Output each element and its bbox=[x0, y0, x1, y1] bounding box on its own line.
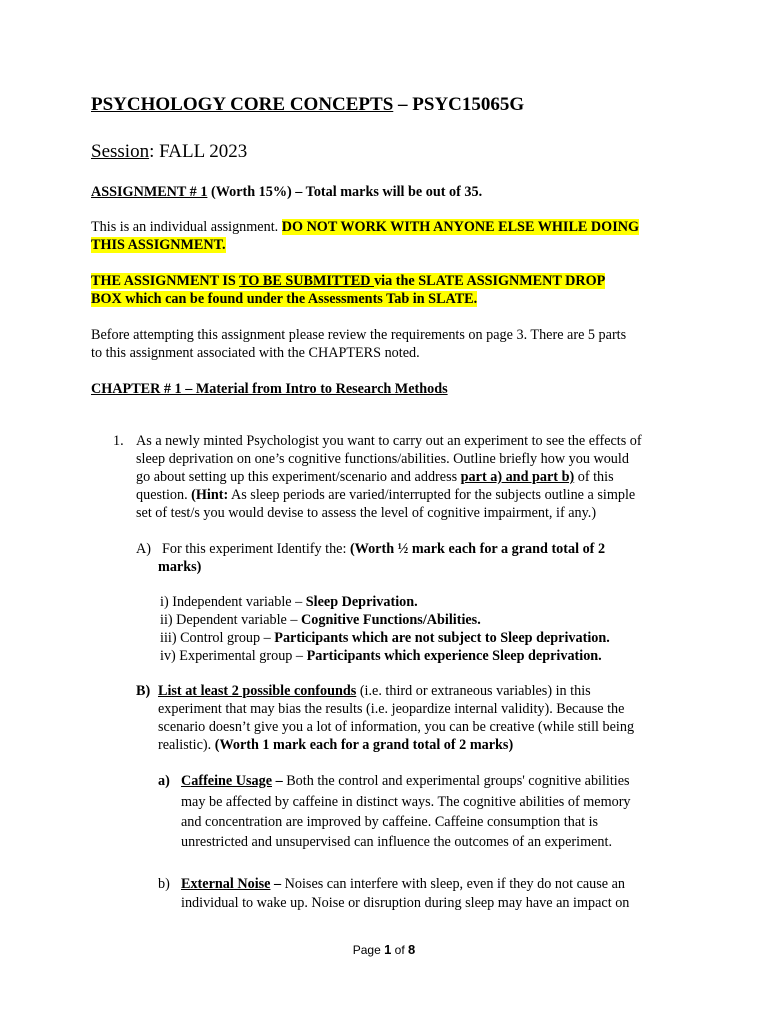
part-a-text: For this experiment Identify the: bbox=[162, 541, 350, 557]
variable-item-1-label: i) Independent variable – bbox=[160, 594, 306, 610]
variable-item-4 bbox=[160, 647, 602, 665]
confound-a-line-1 bbox=[181, 772, 630, 790]
question-line-3a: go about setting up this experiment/scenario and address bbox=[136, 469, 461, 485]
confound-a-line-3: and concentration are improved by caffeine. Caffeine consumption that is bbox=[181, 814, 599, 830]
variable-item-2-label: ii) Dependent variable – bbox=[160, 612, 302, 628]
part-b-label: B) bbox=[136, 683, 151, 699]
confound-a-line-4: unrestricted and unsupervised can influence the outcomes of an experiment. bbox=[181, 834, 612, 850]
question-parts-emphasis: part a) and part b) bbox=[460, 469, 575, 485]
question-number: 1. bbox=[113, 433, 124, 449]
warning-highlight-cont: THIS ASSIGNMENT. bbox=[91, 237, 226, 253]
part-b-line-1 bbox=[158, 682, 591, 700]
course-code: – PSYC15065G bbox=[393, 94, 525, 115]
confound-b-line-1-rest: Noises can interfere with sleep, even if they do not cause an bbox=[281, 876, 626, 892]
individual-notice-cont bbox=[91, 236, 226, 254]
variable-item-4-label: iv) Experimental group – bbox=[160, 648, 307, 664]
submission-part2: TO BE SUBMITTED bbox=[239, 273, 375, 289]
part-b-line-2: experiment that may bias the results (i.e. jeopardize internal validity). Because the bbox=[158, 701, 625, 717]
footer-page-word: Page bbox=[352, 943, 385, 957]
confound-a-line-2: may be affected by caffeine in distinct ways. The cognitive abilities of memory bbox=[181, 794, 631, 810]
variable-item-2-answer: Cognitive Functions/Abilities. bbox=[301, 612, 481, 628]
session-label: Session bbox=[91, 141, 150, 162]
part-b-line-4 bbox=[158, 736, 513, 754]
confound-b-line-2: individual to wake up. Noise or disruption during sleep may have an impact on bbox=[181, 895, 630, 911]
confound-b-dash: – bbox=[270, 876, 282, 892]
part-a-line-1 bbox=[162, 540, 605, 558]
question-line-3 bbox=[136, 468, 614, 486]
assignment-heading bbox=[91, 183, 482, 201]
question-line-2: sleep deprivation on one’s cognitive functions/abilities. Outline briefly how you would bbox=[136, 451, 629, 467]
page-title bbox=[91, 96, 524, 114]
confound-a-heading: Caffeine Usage bbox=[181, 773, 273, 789]
confound-a-line-1-rest: Both the control and experimental groups' cognitive abilities bbox=[282, 773, 630, 789]
question-line-5: set of test/s you would devise to assess the level of cognitive impairment, if any.) bbox=[136, 505, 597, 521]
confound-a-dash: – bbox=[272, 773, 283, 789]
part-a-line-2: marks) bbox=[158, 559, 202, 575]
variable-item-2 bbox=[160, 611, 481, 629]
question-line-4 bbox=[136, 486, 635, 504]
variable-item-3 bbox=[160, 629, 610, 647]
assignment-label: ASSIGNMENT # 1 bbox=[91, 184, 208, 200]
question-line-3c: of this bbox=[574, 469, 614, 485]
variable-item-4-answer: Participants which experience Sleep deprivation. bbox=[306, 648, 602, 664]
variable-item-3-label: iii) Control group – bbox=[160, 630, 275, 646]
individual-text: This is an individual assignment. bbox=[91, 219, 282, 235]
session-value: : FALL 2023 bbox=[149, 141, 248, 162]
footer-total-pages: 8 bbox=[408, 942, 416, 957]
variable-item-1 bbox=[160, 593, 418, 611]
confound-a-label: a) bbox=[158, 773, 170, 789]
variable-item-3-answer: Participants which are not subject to Sleep deprivation. bbox=[274, 630, 610, 646]
part-a-label: A) bbox=[136, 541, 151, 557]
part-b-worth: (Worth 1 mark each for a grand total of 2 marks) bbox=[214, 737, 514, 753]
course-name: PSYCHOLOGY CORE CONCEPTS bbox=[91, 94, 394, 115]
hint-label: (Hint: bbox=[191, 487, 229, 503]
submission-line2: BOX which can be found under the Assessments Tab in SLATE. bbox=[91, 291, 478, 307]
submission-notice-cont bbox=[91, 290, 477, 308]
variable-item-1-answer: Sleep Deprivation. bbox=[305, 594, 418, 610]
part-b-line-3: scenario doesn’t give you a lot of information, you can be creative (while still being bbox=[158, 719, 635, 735]
footer-current-page: 1 bbox=[384, 942, 392, 957]
intro-line-1: Before attempting this assignment please review the requirements on page 3. There are 5 parts bbox=[91, 327, 627, 343]
part-b-heading: List at least 2 possible confounds bbox=[158, 683, 357, 699]
confound-b-line-1 bbox=[181, 875, 625, 893]
part-b-line-1-rest: (i.e. third or extraneous variables) in this bbox=[356, 683, 591, 699]
submission-part3: via the SLATE ASSIGNMENT DROP bbox=[374, 273, 606, 289]
confound-b-heading: External Noise bbox=[181, 876, 271, 892]
footer-of-word: of bbox=[391, 943, 409, 957]
session-line bbox=[91, 143, 247, 161]
warning-highlight: DO NOT WORK WITH ANYONE ELSE WHILE DOING bbox=[281, 219, 640, 235]
confound-b-label: b) bbox=[158, 876, 170, 892]
part-b-line-4a: realistic). bbox=[158, 737, 215, 753]
individual-notice bbox=[91, 218, 639, 236]
submission-part1: THE ASSIGNMENT IS bbox=[91, 273, 240, 289]
question-line-4a: question. bbox=[136, 487, 192, 503]
submission-notice bbox=[91, 272, 605, 290]
question-line-1: As a newly minted Psychologist you want to carry out an experiment to see the effects of bbox=[136, 433, 642, 449]
question-line-4c: As sleep periods are varied/interrupted for the subjects outline a simple bbox=[228, 487, 636, 503]
assignment-worth: (Worth 15%) – Total marks will be out of 35. bbox=[207, 184, 483, 200]
chapter-heading: CHAPTER # 1 – Material from Intro to Research Methods bbox=[91, 381, 448, 397]
page-footer bbox=[0, 942, 768, 957]
intro-line-2: to this assignment associated with the CHAPTERS noted. bbox=[91, 345, 420, 361]
part-a-worth: (Worth ½ mark each for a grand total of 2 bbox=[349, 541, 606, 557]
